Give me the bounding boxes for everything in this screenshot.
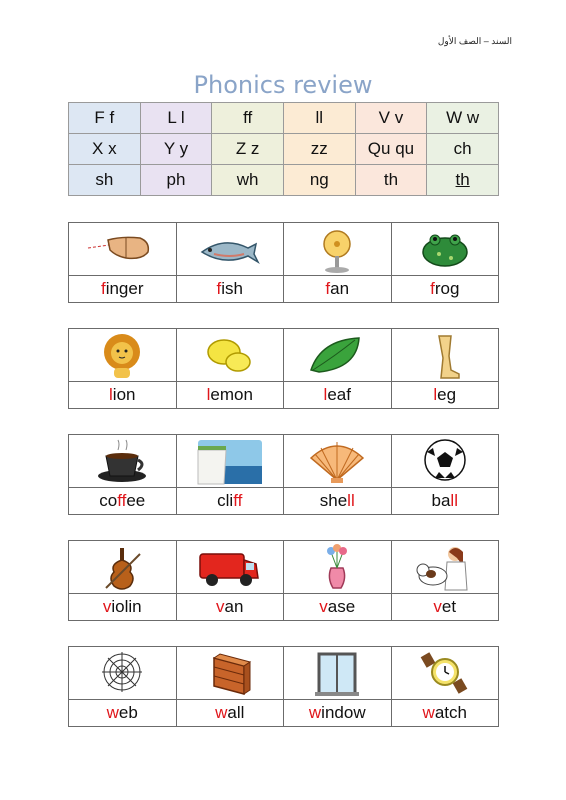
phonics-row [69, 103, 499, 134]
picture-cell [391, 435, 499, 488]
word-part: iolin [111, 597, 142, 616]
picture-row [69, 329, 499, 382]
word-highlight: ll [450, 491, 458, 510]
phonics-cell: th [427, 165, 499, 196]
word-cell [391, 488, 499, 515]
van-icon [190, 542, 270, 592]
word-cell [176, 700, 284, 727]
word-part: eg [437, 385, 457, 404]
picture-row [69, 435, 499, 488]
word-highlight: v [433, 597, 442, 616]
word-row [69, 382, 499, 409]
phonics-cell: ch [427, 134, 499, 165]
fan-icon [297, 224, 377, 274]
leg-icon [405, 330, 485, 380]
picture-cell [176, 647, 284, 700]
word-part: ee [126, 491, 146, 510]
picture-cell [176, 329, 284, 382]
phonics-cell: ff [212, 103, 284, 134]
picture-cell [69, 435, 177, 488]
phonics-row [69, 165, 499, 196]
word-part: she [319, 491, 348, 510]
word-highlight: f [216, 279, 222, 298]
lion-icon [82, 330, 162, 380]
phonics-cell: W w [427, 103, 499, 134]
picture-cell [69, 647, 177, 700]
word-row [69, 488, 499, 515]
picture-cell [176, 223, 284, 276]
word-part: an [224, 597, 244, 616]
phonics-cell: V v [355, 103, 427, 134]
word-cell [69, 488, 177, 515]
picture-cell [69, 223, 177, 276]
word-highlight: w [422, 703, 435, 722]
phonics-cell: sh [69, 165, 141, 196]
word-highlight: f [325, 279, 331, 298]
word-highlight: v [319, 597, 328, 616]
coffee-icon [82, 436, 162, 486]
page-header: السند – الصف الأول [437, 36, 512, 46]
picture-cell [391, 541, 499, 594]
finger-icon [82, 224, 162, 274]
word-cell [176, 276, 284, 303]
word-part: an [330, 279, 350, 298]
word-part: ion [112, 385, 136, 404]
word-highlight: f [430, 279, 435, 298]
word-highlight: v [216, 597, 225, 616]
word-cell [284, 594, 392, 621]
picture-row [69, 647, 499, 700]
word-part: emon [210, 385, 253, 404]
word-highlight: ll [347, 491, 355, 510]
word-cell [176, 382, 284, 409]
picture-row [69, 223, 499, 276]
word-part: rog [434, 279, 460, 298]
picture-cell [69, 541, 177, 594]
word-highlight: l [206, 385, 211, 404]
picture-cell [391, 329, 499, 382]
window-icon [297, 648, 377, 698]
word-part: eaf [327, 385, 351, 404]
word-cell [69, 594, 177, 621]
word-highlight: f [100, 279, 106, 298]
word-cell [69, 276, 177, 303]
frog-icon [405, 224, 485, 274]
fish-icon [190, 224, 270, 274]
phonics-cell: Y y [140, 134, 212, 165]
lemon-icon [190, 330, 270, 380]
word-cell [391, 700, 499, 727]
word-part: indow [321, 703, 366, 722]
phonics-cell: L l [140, 103, 212, 134]
word-cell [284, 276, 392, 303]
phonics-cell: ng [283, 165, 355, 196]
word-highlight: w [106, 703, 119, 722]
word-row [69, 276, 499, 303]
word-cell [176, 488, 284, 515]
word-section [68, 646, 499, 727]
word-cell [391, 276, 499, 303]
word-cell [391, 594, 499, 621]
picture-cell [69, 329, 177, 382]
word-highlight: ff [233, 491, 243, 510]
wall-icon [190, 648, 270, 698]
vet-icon [405, 542, 485, 592]
word-section [68, 222, 499, 303]
word-section [68, 540, 499, 621]
word-part: eb [118, 703, 138, 722]
phonics-cell: ll [283, 103, 355, 134]
shell-icon [297, 436, 377, 486]
word-highlight: v [102, 597, 112, 616]
ball-icon [405, 436, 485, 486]
phonics-table [68, 102, 499, 196]
picture-cell [391, 647, 499, 700]
picture-row [69, 541, 499, 594]
word-cell [69, 382, 177, 409]
word-cell [391, 382, 499, 409]
word-part: co [99, 491, 118, 510]
word-row [69, 700, 499, 727]
phonics-cell: F f [69, 103, 141, 134]
word-part: cli [217, 491, 234, 510]
leaf-icon [297, 330, 377, 380]
picture-cell [284, 435, 392, 488]
word-part: all [227, 703, 245, 722]
picture-cell [391, 223, 499, 276]
word-cell [284, 382, 392, 409]
word-part: ase [327, 597, 356, 616]
word-section [68, 328, 499, 409]
word-highlight: l [433, 385, 438, 404]
violin-icon [82, 542, 162, 592]
phonics-cell: ph [140, 165, 212, 196]
word-highlight: l [109, 385, 113, 404]
phonics-cell: wh [212, 165, 284, 196]
word-part: ba [431, 491, 451, 510]
picture-cell [284, 541, 392, 594]
word-part: et [441, 597, 457, 616]
word-row [69, 594, 499, 621]
word-section [68, 434, 499, 515]
phonics-cell: X x [69, 134, 141, 165]
phonics-cell: Z z [212, 134, 284, 165]
word-highlight: w [215, 703, 228, 722]
word-cell [284, 700, 392, 727]
phonics-cell: zz [283, 134, 355, 165]
word-part: atch [434, 703, 467, 722]
word-cell [69, 700, 177, 727]
phonics-cell: Qu qu [355, 134, 427, 165]
cliff-icon [190, 436, 270, 486]
picture-cell [176, 435, 284, 488]
web-icon [82, 648, 162, 698]
word-highlight: l [323, 385, 328, 404]
picture-cell [284, 329, 392, 382]
word-cell [176, 594, 284, 621]
word-part: inger [105, 279, 144, 298]
watch-icon [405, 648, 485, 698]
phonics-cell: th [355, 165, 427, 196]
word-cell [284, 488, 392, 515]
word-highlight: w [308, 703, 322, 722]
phonics-row [69, 134, 499, 165]
page-title: Phonics review [193, 71, 373, 99]
word-part: ish [221, 279, 243, 298]
picture-cell [284, 647, 392, 700]
picture-cell [176, 541, 284, 594]
word-highlight: ff [117, 491, 127, 510]
picture-cell [284, 223, 392, 276]
vase-icon [297, 542, 377, 592]
